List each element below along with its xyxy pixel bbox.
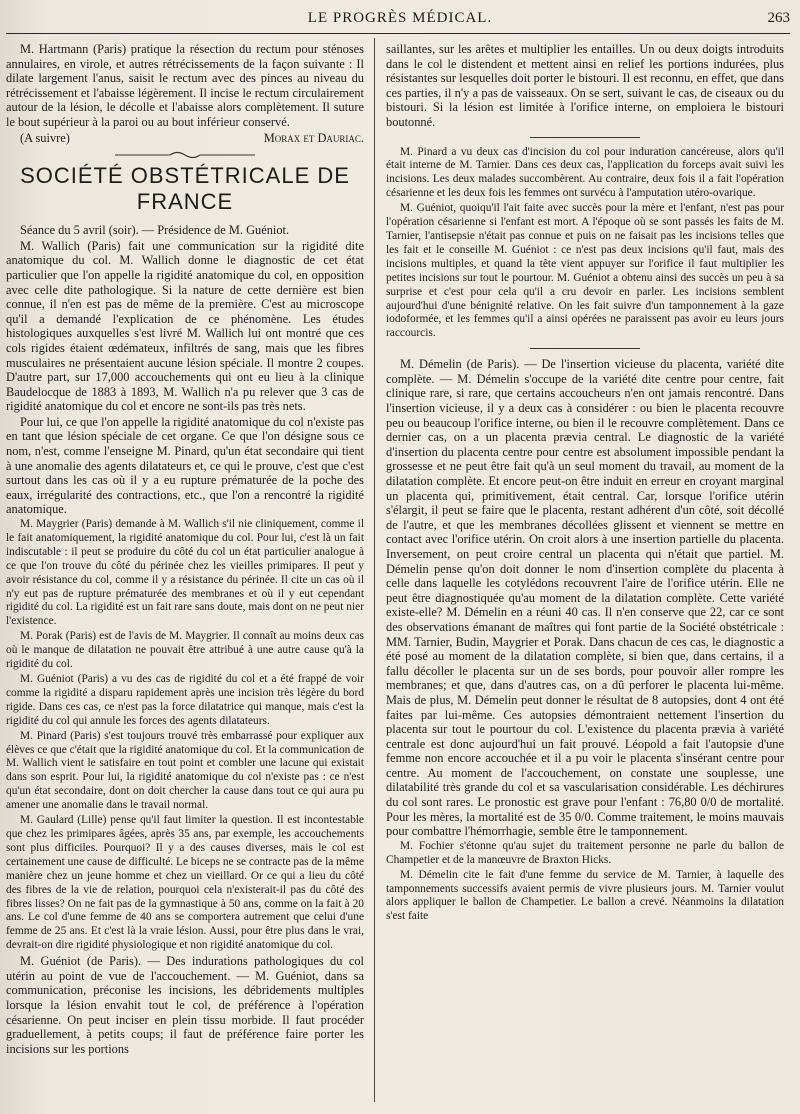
- gaulard-paragraph: M. Gaulard (Lille) pense qu'il faut limiter la question. Il est incontestable que chez les primipares âgées, après 35 ans, par exemple, les accouchements sont plus difficiles. Pourquoi? Il y a des causes diverses, mais le col est certainement une cause de difficulté. Le biceps ne se contracte pas de la même manière chez un jeune homme et chez un vieillard. Or ce qui a lieu du côté des fibres de la vie de relation, pourquoi cela n'existerait-il pas du côté des fibres lisses? On ne fait pas de la gymnastique à 50 ans, comme on la fait à 20 ans. Le col d'une femme de 40 ans se comportera autrement que celui d'une femme de 25 ans. Et c'est là la vraie lésion. Aussi, pour être plus dans le vrai, devrait-on dire rigidité physiologique et non rigidité anatomique du col.: [6, 814, 364, 952]
- fochier-paragraph: M. Fochier s'étonne qu'au sujet du traitement personne ne parle du ballon de Champetier et de la manœuvre de Braxton Hicks.: [386, 839, 784, 866]
- column-separator: [374, 38, 375, 1102]
- gueniot-indurations-paragraph: M. Guéniot (de Paris). — Des indurations pathologiques du col utérin au point de vue de l'accouchement. — M. Guéniot, dans sa communication, préconise les incisions, les débridements multiples lorsque la lésion envahit tout le col, de préférence à l'opération césarienne. On peut inciser en plein tissu morbide. Il faut procéder graduellement, à petits coups; il faut de préférence faire porter les incisions sur les portions: [6, 954, 364, 1056]
- porak-paragraph: M. Porak (Paris) est de l'avis de M. Maygrier. Il connaît au moins deux cas où le manque de dilatation ne pouvait être attribué à une autre cause qu'à la rigidité du col.: [6, 630, 364, 671]
- demelin-paragraph: M. Démelin (de Paris). — De l'insertion vicieuse du placenta, variété dite complète. — M. Démelin s'occupe de la variété dite centre pour centre, fait clinique rare, si rare, que certains accoucheurs n'en ont jamais rencontré. Dans l'insertion vicieuse, il y a deux cas à considérer : ou bien le placenta recouvre peu ou beaucoup l'orifice interne, ou bien il le recouvre complètement. Dans ce dernier cas, on a un placenta prævia central. Le diagnostic de la variété d'insertion du placenta centre pour centre est absolument impossible pendant la grossesse et ne peut être fait qu'à un seul moment du travail, au moment de la dilatation complète. Et encore peut-on être induit en erreur en croyant marginal un placenta qui, primitivement, était central. Car, lorsque l'orifice utérin s'élargit, il peut se faire que le placenta, restant adhérent d'un côté, soit décollé de l'autre, et que les membranes décollées glissent et viennent se mettre en contact avec l'orifice utérin. On croit alors à une insertion partielle du placenta. Inversement, on peut croire central un placenta qui n'était que partiel. M. Démelin pense qu'on doit donner le nom d'insertion complète du placenta à celle dans laquelle les cotylédons recouvrent l'aire de l'orifice utérin. Elle ne peut être diagnostiquée qu'au moment de la dilatation complète. Cette variété existe-elle? M. Démelin en a réuni 40 cas. Il n'en conserve que 22, car ce sont des observations émanant de maîtres qui font partie de la Société obstétricale : MM. Tarnier, Budin, Maygrier et Porak. Dans chacun de ces cas, le diagnostic a été posé au moment de la dilatation complète, si bien que, dans certains, il a fallu décoller le placenta sur un de ses bords, pour pouvoir aller rompre les membranes; et que, dans d'autres cas, on a dû perforer le placenta lui-même. Mais de plus, M. Démelin peut donner le résultat de 8 autopsies, dont 4 ont été faites par lui-même. Ces autopsies démontraient nettement l'insertion du placenta sur tout le pourtour du col. L'existence du placenta prævia à variété centrale est donc aujourd'hui un fait prouvé. Léopold a fait l'autopsie d'une femme non encore accouchée et il a pu voir le placenta s'insérant centre pour centre. Au moment de l'accouchement, on constate une souplesse, une dilatabilité très grande du col et sa vascularisation considérable. Les déchirures du col sont rares. Le pronostic est grave pour l'enfant : 76,80 0/0 de mortalité. Pour les mères, la mortalité est de 35 0/0. Comme traitement, le moins mauvais pour combattre l'hémorrhagie, semble être le tamponnement.: [386, 357, 784, 839]
- section-title: SOCIÉTÉ OBSTÉTRICALE DE FRANCE: [20, 163, 350, 215]
- page-number: 263: [767, 10, 790, 26]
- continuation-paragraph: saillantes, sur les arêtes et multiplier les entailles. Un ou deux doigts introduits dans le col le distendent et mettent ainsi en relief les portions indurées, plus résistantes sur lesquelles doit porter le bistouri. Il est reconnu, en effet, que dans ces parties, il n'y a pas de vaisseaux. On se sert, suivant le cas, de ciseaux ou du bistouri. Si la lésion est limitée à l'orifice interne, on emploiera le bistouri boutonné.: [386, 42, 784, 129]
- signature: Morax et Dauriac.: [263, 130, 364, 145]
- right-column: [386, 42, 784, 1106]
- hartmann-paragraph: M. Hartmann (Paris) pratique la résection du rectum pour sténoses annulaires, en virole, et autres rétrécissements de la façon suivante : Il dilate largement l'anus, saisit le rectum avec des pinces au niveau du rétrécissement et l'abaisse légèrement. Il incise le rectum circulairement autour de la lésion, le décolle et l'abaisse alors complètement. Il suture le bout supérieur à la paroi ou au bout inférieur conservé.: [6, 42, 364, 129]
- wallich-paragraph-2: Pour lui, ce que l'on appelle la rigidité anatomique du col n'existe pas en tant que lésion spéciale de cet organe. Ce que l'on désigne sous ce nom, n'est, comme l'enseigne M. Pinard, qu'un état secondaire qui tient à une anomalie des agents dilatateurs et, ce qui le prouve, c'est que c'est surtout dans les cas où il y a eu rupture prématurée de la poche des eaux, irrégularité des contractions, etc., que l'on a rencontré la rigidité anatomique.: [6, 414, 364, 517]
- pinard-paragraph: M. Pinard (Paris) s'est toujours trouvé très embarrassé pour expliquer aux élèves ce que c'était que la rigidité anatomique du col. Et la communication de M. Wallich vient le satisfaire en tout point et combler une lacune qui existait dans son esprit. Pour lui, la rigidité anatomique du col n'existe pas : ce n'est qu'un état secondaire, dont on doit chercher la cause dans tout ce qui aura pu amener une anomalie dans le travail normal.: [6, 729, 364, 812]
- running-head: [0, 8, 800, 30]
- signature-line: [6, 131, 364, 146]
- wallich-paragraph: M. Wallich (Paris) fait une communication sur la rigidité dite anatomique du col. M. Wallich donne le diagnostic de cet état particulier que l'on appelle la rigidité anatomique du col, en opposition avec celle dite pathologique. Si la nature de cette dernière est bien connue, il n'en est pas de même de la première. C'est au microscope qu'il a demandé l'explication de ce phénomène. Les études histologiques auxquelles s'est livré M. Wallich lui ont montré que ces cols rigides étaient œdémateux, infiltrés de sang, mais que les fibres musculaires ne présentaient aucune lésion spéciale. Il montre 2 coupes. D'autre part, sur 17,000 accouchements qui ont eu lieu à la clinique Baudelocque de 1883 à 1893, M. Wallich n'a pu relever que 3 cas de rigidité anatomique du col et encore ne sont-ils pas très nets.: [6, 238, 364, 414]
- separator-rule: [530, 137, 640, 138]
- gueniot-paragraph: M. Guéniot (Paris) a vu des cas de rigidité du col et a été frappé de voir comme la rigidité a disparu rapidement après une incision très légère du bord rigide. Dans ces cas, ce n'est pas la force dilatatrice qui manque, mais c'est la rigidité du col qui annule les forces des agents dilatateurs.: [6, 673, 364, 727]
- separator-rule-2: [530, 348, 640, 349]
- pinard-cases-paragraph: M. Pinard a vu deux cas d'incision du col pour induration cancéreuse, alors qu'il était interne de M. Tarnier. Dans ces deux cas, l'application du forceps avait suivi les incisions. Les deux malades succombèrent. Au contraire, deux fois il a fait l'opération césarienne et les deux fois les femmes ont survécu à l'amputation utéro-ovarique.: [386, 145, 784, 200]
- maygrier-paragraph: M. Maygrier (Paris) demande à M. Wallich s'il nie cliniquement, comme il le fait anatomiquement, la rigidité anatomique du col. Pour lui, c'est là un fait indiscutable : il peut se produire du côté du col un état particulier analogue à ce que l'on trouve du côté du périnée chez les vieilles primipares. Il peut y avoir résistance du col, comme il y a résistance du périnée. Il cite un cas où il n'y eut pas de rupture prématurée des membranes et où il y eut cependant rigidité du col. La rigidité est un fait rare sans doute, mais dont on ne peut nier l'existence.: [6, 518, 364, 628]
- left-column: [6, 42, 364, 1106]
- demelin-reply-paragraph: M. Démelin cite le fait d'une femme du service de M. Tarnier, à laquelle des tamponnements successifs avaient permis de vivre plusieurs jours. M. Tarnier voulut alors appliquer le ballon de Champetier. Le ballon a crevé. Néanmoins la dilatation s'est faite: [386, 868, 784, 923]
- ornament-divider: [6, 149, 364, 159]
- a-suivre-note: (A suivre): [20, 130, 70, 145]
- session-line: Séance du 5 avril (soir). — Présidence de M. Guéniot.: [20, 223, 290, 238]
- gueniot-reply-paragraph: M. Guéniot, quoiqu'il l'ait faite avec succès pour la mère et l'enfant, n'est pas pour l'opération césarienne si l'enfant est mort. A l'époque où se sont passés les faits de M. Tarnier, l'antisepsie n'était pas connue et puis on ne faisait pas les incisions telles que les fait et le conseille M. Guéniot : ce n'est pas deux incisions qu'il faut, mais des incisions multiples, et quand la tête vient appuyer sur l'orifice il faut multiplier les petites incisions sur tout le pourtour. M. Guéniot a obtenu ainsi des succès un peu à sa surprise et c'est pour cela qu'il a cru devoir en parler. Les incisions semblent aujourd'hui d'une bénignité relative. On les fait suivre d'un tamponnement à la gaze iodoformée, et les femmes qu'il a ainsi opérées ne paraissent pas avoir eu leurs jours raccourcis.: [386, 202, 784, 340]
- header-rule: [6, 33, 790, 34]
- journal-title: LE PROGRÈS MÉDICAL.: [307, 10, 493, 26]
